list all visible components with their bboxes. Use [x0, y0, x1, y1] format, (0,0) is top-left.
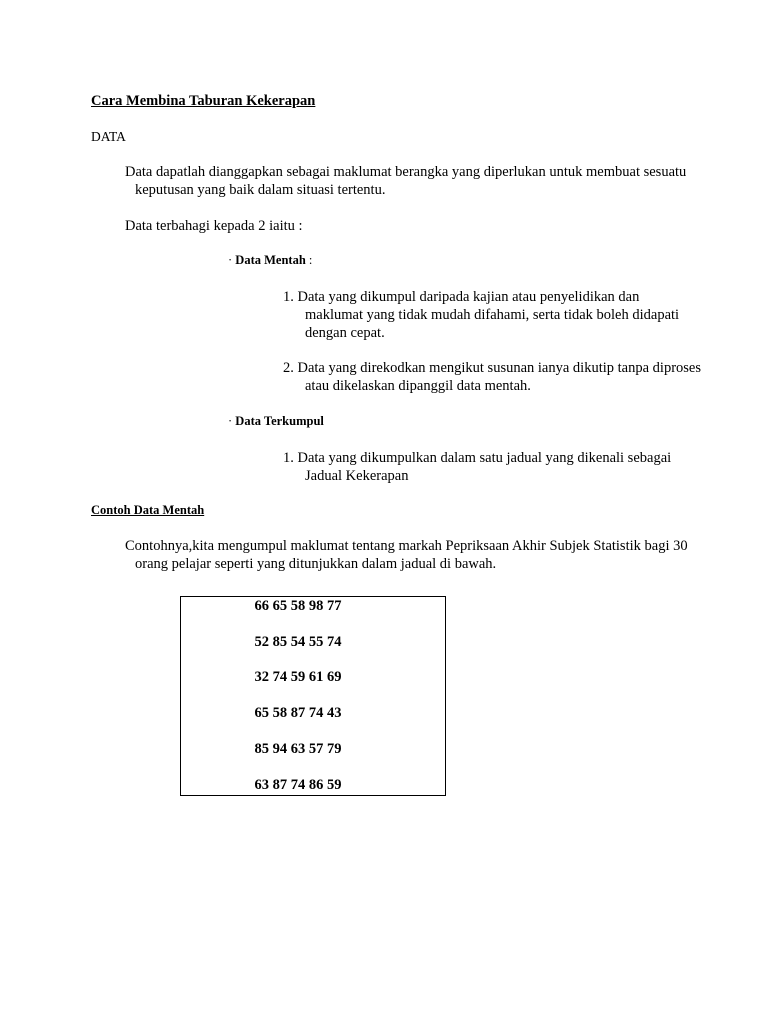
list-item: 2. Data yang direkodkan mengikut susunan ianya dikutip tanpa diproses atau dikelaskan dipanggil data mentah. [283, 360, 701, 394]
raw-data-table [180, 596, 446, 796]
list-item: 1. Data yang dikumpulkan dalam satu jadual yang dikenali sebagai Jadual Kekerapan [283, 450, 672, 484]
table-row: 85 94 63 57 79 [254, 741, 342, 757]
example-heading: Contoh Data Mentah [91, 503, 205, 517]
bullet-data-terkumpul [228, 414, 324, 429]
classification-paragraph: Data terbahagi kepada 2 iaitu : [125, 218, 303, 234]
bullet-suffix: : [305, 253, 313, 267]
table-row: 32 74 59 61 69 [254, 669, 342, 685]
bullet-label: Data Mentah [235, 253, 306, 267]
bullet-data-mentah [228, 253, 312, 268]
table-row: 52 85 54 55 74 [254, 634, 342, 650]
bullet-marker: · [228, 414, 233, 428]
table-row: 66 65 58 98 77 [254, 598, 342, 614]
bullet-marker: · [228, 253, 233, 267]
example-paragraph: Contohnya,kita mengumpul maklumat tentang markah Pepriksaan Akhir Subjek Statistik bagi 30 orang pelajar seperti yang ditunjukkan dalam jadual di bawah. [125, 538, 688, 572]
list-item: 1. Data yang dikumpul daripada kajian atau penyelidikan dan maklumat yang tidak mudah difahami, serta tidak boleh didapati dengan cepat. [283, 289, 680, 341]
bullet-label: Data Terkumpul [235, 414, 324, 428]
table-row: 65 58 87 74 43 [254, 705, 342, 721]
document-title: Cara Membina Taburan Kekerapan [91, 93, 316, 109]
table-row: 63 87 74 86 59 [254, 777, 342, 793]
section-label: DATA [91, 129, 126, 144]
definition-paragraph: Data dapatlah dianggapkan sebagai maklumat berangka yang diperlukan untuk membuat sesuatu keputusan yang baik dalam situasi tertentu. [125, 164, 687, 198]
